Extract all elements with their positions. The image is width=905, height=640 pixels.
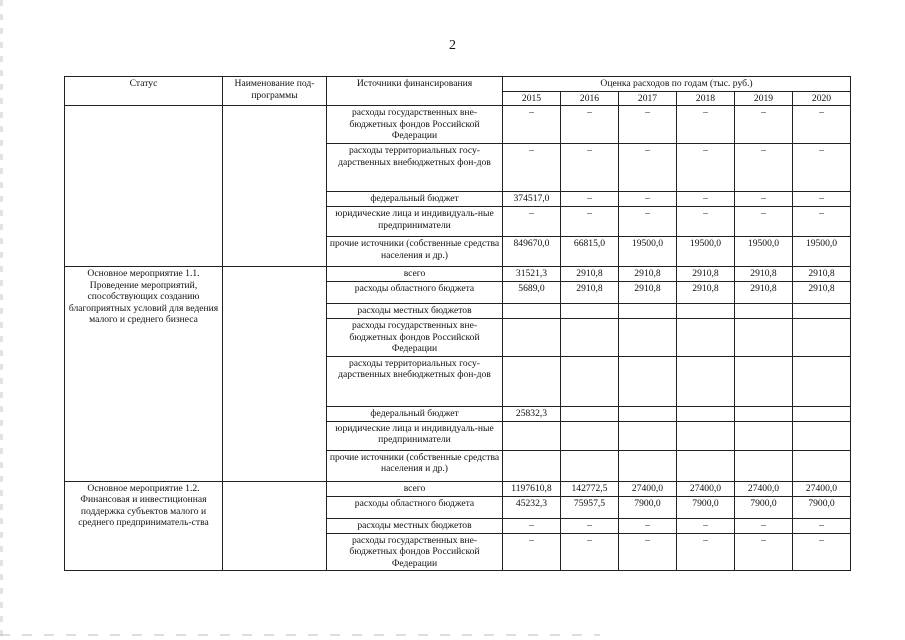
year-value-cell: – <box>619 144 677 192</box>
header-year: 2019 <box>735 91 793 106</box>
year-value-cell: – <box>619 192 677 207</box>
year-value-cell <box>793 450 851 481</box>
financing-table <box>64 76 851 571</box>
year-value-cell: 27400,0 <box>619 481 677 496</box>
year-value-cell: 2910,8 <box>677 267 735 282</box>
year-value-cell <box>619 450 677 481</box>
year-value-cell: – <box>735 518 793 533</box>
year-value-cell: 19500,0 <box>619 237 677 267</box>
year-value-cell: – <box>503 106 561 144</box>
year-value-cell: – <box>735 144 793 192</box>
year-value-cell <box>677 421 735 450</box>
year-value-cell: 374517,0 <box>503 192 561 207</box>
year-value-cell: 2910,8 <box>735 267 793 282</box>
funding-source-cell: федеральный бюджет <box>327 406 503 421</box>
year-value-cell <box>503 304 561 319</box>
year-value-cell: 2910,8 <box>561 267 619 282</box>
year-value-cell <box>677 406 735 421</box>
year-value-cell: 2910,8 <box>619 267 677 282</box>
year-value-cell <box>619 304 677 319</box>
funding-source-cell: расходы территориальных госу-дарственных внебюджетных фон-дов <box>327 356 503 406</box>
header-year: 2016 <box>561 91 619 106</box>
year-value-cell: – <box>793 518 851 533</box>
year-value-cell: 19500,0 <box>735 237 793 267</box>
year-value-cell: – <box>561 207 619 237</box>
year-value-cell: 7900,0 <box>677 496 735 518</box>
year-value-cell <box>793 319 851 357</box>
header-status: Статус <box>65 77 223 106</box>
funding-source-cell: расходы территориальных госу-дарственных внебюджетных фон-дов <box>327 144 503 192</box>
year-value-cell: 7900,0 <box>793 496 851 518</box>
year-value-cell: – <box>561 144 619 192</box>
year-value-cell <box>619 356 677 406</box>
year-value-cell <box>561 421 619 450</box>
funding-source-cell: расходы государственных вне-бюджетных фондов Российской Федерации <box>327 319 503 357</box>
header-year: 2020 <box>793 91 851 106</box>
year-value-cell <box>561 304 619 319</box>
year-value-cell <box>619 406 677 421</box>
year-value-cell: 25832,3 <box>503 406 561 421</box>
year-value-cell <box>677 319 735 357</box>
table-row <box>65 481 851 496</box>
subprogram-cell <box>223 267 327 482</box>
year-value-cell <box>503 319 561 357</box>
funding-source-cell: всего <box>327 481 503 496</box>
year-value-cell: 2910,8 <box>793 282 851 304</box>
year-value-cell <box>503 356 561 406</box>
year-value-cell: 142772,5 <box>561 481 619 496</box>
funding-source-cell: юридические лица и индивидуаль-ные предприниматели <box>327 421 503 450</box>
year-value-cell: – <box>561 533 619 571</box>
year-value-cell: – <box>793 144 851 192</box>
year-value-cell <box>677 450 735 481</box>
header-year: 2015 <box>503 91 561 106</box>
year-value-cell <box>735 406 793 421</box>
year-value-cell <box>793 304 851 319</box>
year-value-cell: – <box>735 533 793 571</box>
year-value-cell: 27400,0 <box>677 481 735 496</box>
year-value-cell: – <box>793 533 851 571</box>
year-value-cell: 7900,0 <box>619 496 677 518</box>
year-value-cell: 45232,3 <box>503 496 561 518</box>
header-year: 2018 <box>677 91 735 106</box>
status-cell: Основное мероприятие 1.1. Проведение мероприятий, способствующих созданию благоприятных условий для ведения малого и среднего бизнеса <box>65 267 223 482</box>
year-value-cell: – <box>793 192 851 207</box>
year-value-cell: 5689,0 <box>503 282 561 304</box>
page-number: 2 <box>449 38 456 53</box>
funding-source-cell: расходы государственных вне-бюджетных фондов Российской Федерации <box>327 533 503 571</box>
year-value-cell <box>793 356 851 406</box>
year-value-cell: – <box>561 518 619 533</box>
year-value-cell <box>561 356 619 406</box>
funding-source-cell: федеральный бюджет <box>327 192 503 207</box>
year-value-cell: – <box>503 518 561 533</box>
year-value-cell: 19500,0 <box>677 237 735 267</box>
year-value-cell <box>503 421 561 450</box>
year-value-cell: – <box>735 106 793 144</box>
year-value-cell <box>677 304 735 319</box>
year-value-cell <box>677 356 735 406</box>
scan-footer-artifact <box>0 634 600 636</box>
year-value-cell: 66815,0 <box>561 237 619 267</box>
funding-source-cell: расходы государственных вне-бюджетных фондов Российской Федерации <box>327 106 503 144</box>
year-value-cell: – <box>561 192 619 207</box>
year-value-cell: – <box>677 533 735 571</box>
year-value-cell <box>619 421 677 450</box>
table-row <box>65 106 851 144</box>
table-row <box>65 267 851 282</box>
funding-source-cell: расходы местных бюджетов <box>327 304 503 319</box>
funding-source-cell: расходы областного бюджета <box>327 282 503 304</box>
header-sources: Источники финансирования <box>327 77 503 106</box>
year-value-cell <box>793 406 851 421</box>
year-value-cell: – <box>677 207 735 237</box>
year-value-cell: – <box>677 106 735 144</box>
year-value-cell <box>619 319 677 357</box>
year-value-cell: – <box>793 207 851 237</box>
year-value-cell <box>735 319 793 357</box>
year-value-cell: – <box>503 144 561 192</box>
year-value-cell: 2910,8 <box>735 282 793 304</box>
year-value-cell <box>561 450 619 481</box>
year-value-cell: 27400,0 <box>793 481 851 496</box>
funding-source-cell: юридические лица и индивидуаль-ные предприниматели <box>327 207 503 237</box>
year-value-cell: – <box>619 106 677 144</box>
year-value-cell: – <box>561 106 619 144</box>
year-value-cell: – <box>735 207 793 237</box>
year-value-cell <box>503 450 561 481</box>
year-value-cell: – <box>503 207 561 237</box>
year-value-cell: – <box>735 192 793 207</box>
header-subprogram: Наименование под-программы <box>223 77 327 106</box>
funding-source-cell: расходы местных бюджетов <box>327 518 503 533</box>
year-value-cell <box>735 304 793 319</box>
year-value-cell <box>793 421 851 450</box>
year-value-cell: – <box>619 207 677 237</box>
scan-edge-artifact <box>0 0 3 640</box>
year-value-cell: – <box>503 533 561 571</box>
header-year: 2017 <box>619 91 677 106</box>
year-value-cell: 2910,8 <box>619 282 677 304</box>
funding-source-cell: прочие источники (собственные средства населения и др.) <box>327 450 503 481</box>
year-value-cell: 849670,0 <box>503 237 561 267</box>
year-value-cell: 27400,0 <box>735 481 793 496</box>
status-cell: Основное мероприятие 1.2. Финансовая и инвестиционная поддержка субъектов малого и среднего предприниматель-ства <box>65 481 223 571</box>
year-value-cell <box>735 356 793 406</box>
year-value-cell <box>735 450 793 481</box>
year-value-cell: 2910,8 <box>561 282 619 304</box>
year-value-cell: – <box>619 533 677 571</box>
header-estimate: Оценка расходов по годам (тыс. руб.) <box>503 77 851 92</box>
funding-source-cell: прочие источники (собственные средства населения и др.) <box>327 237 503 267</box>
year-value-cell: – <box>793 106 851 144</box>
year-value-cell: – <box>677 144 735 192</box>
funding-source-cell: всего <box>327 267 503 282</box>
year-value-cell <box>561 406 619 421</box>
subprogram-cell <box>223 106 327 267</box>
year-value-cell: 31521,3 <box>503 267 561 282</box>
year-value-cell: 2910,8 <box>677 282 735 304</box>
year-value-cell: – <box>677 192 735 207</box>
year-value-cell: 2910,8 <box>793 267 851 282</box>
year-value-cell: 19500,0 <box>793 237 851 267</box>
year-value-cell: 75957,5 <box>561 496 619 518</box>
year-value-cell: – <box>619 518 677 533</box>
table-body <box>65 106 851 571</box>
year-value-cell: 7900,0 <box>735 496 793 518</box>
status-cell <box>65 106 223 267</box>
year-value-cell <box>561 319 619 357</box>
year-value-cell <box>735 421 793 450</box>
subprogram-cell <box>223 481 327 571</box>
year-value-cell: – <box>677 518 735 533</box>
funding-source-cell: расходы областного бюджета <box>327 496 503 518</box>
year-value-cell: 1197610,8 <box>503 481 561 496</box>
